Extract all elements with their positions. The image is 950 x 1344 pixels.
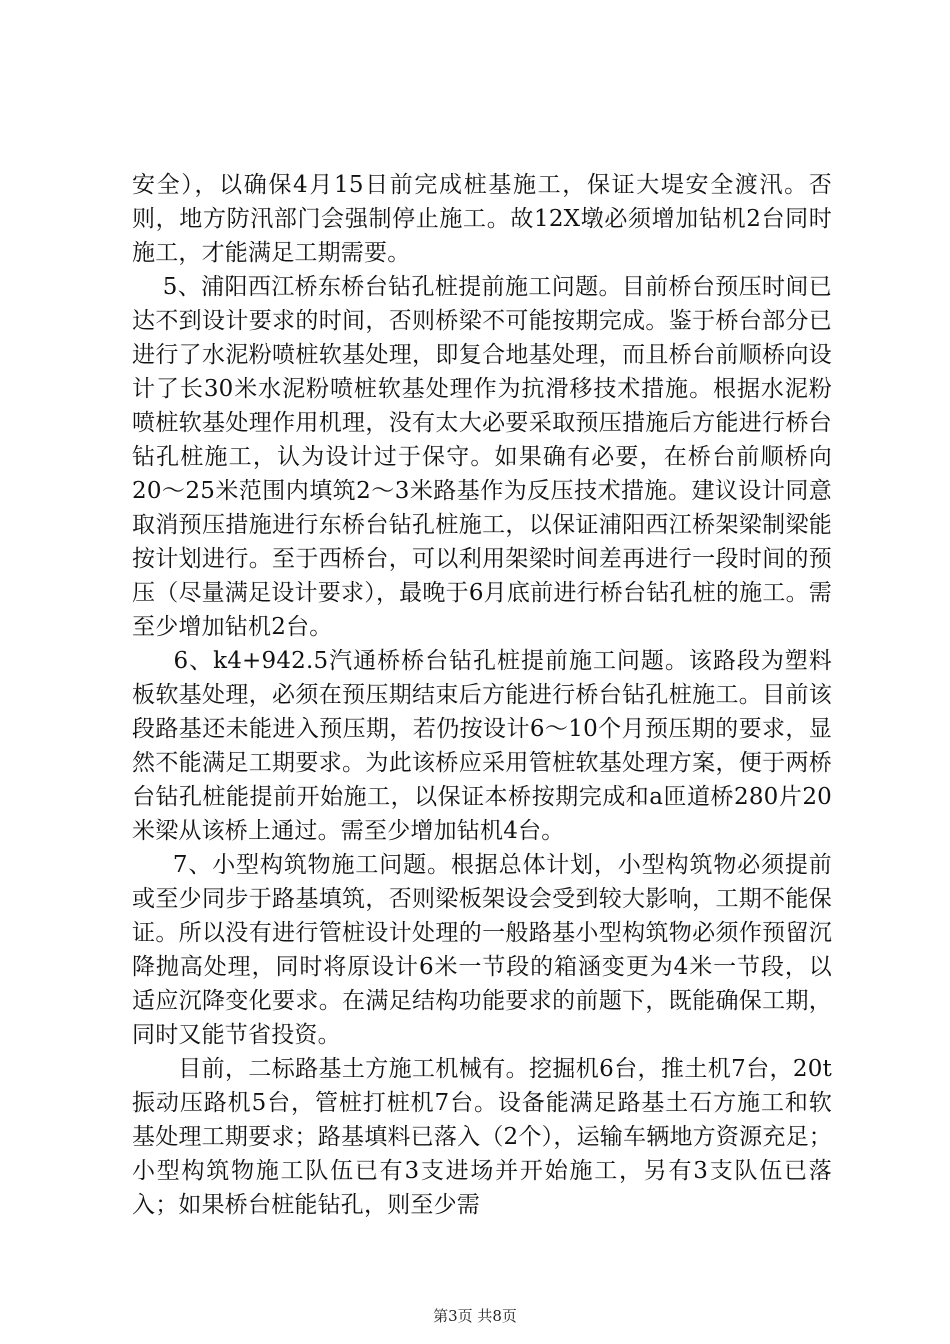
paragraph-continuation: 安全），以确保4月15日前完成桩基施工，保证大堤安全渡汛。否则，地方防汛部门会强制停止施工。故12X墩必须增加钻机2台同时施工，才能满足工期需要。 xyxy=(132,172,832,266)
paragraph-item-6: 6、k4+942.5汽通桥桥台钻孔桩提前施工问题。该路段为塑料板软基处理，必须在预压期结束后方能进行桥台钻孔桩施工。目前该段路基还未能进入预压期，若仍按设计6～10个月预压期的要求，显然不能满足工期要求。为此该桥应采用管桩软基处理方案，便于两桥台钻孔桩能提前开始施工，以保证本桥按期完成和a匝道桥280片20米梁从该桥上通过。需至少增加钻机4台。 xyxy=(132,648,832,844)
paragraph-equipment: 目前，二标路基土方施工机械有。挖掘机6台，推土机7台，20t振动压路机5台，管桩打桩机7台。设备能满足路基土石方施工和软基处理工期要求；路基填料已落入（2个），运输车辆地方资源充足；小型构筑物施工队伍已有3支进场并开始施工，另有3支队伍已落入；如果桥台桩能钻孔，则至少需 xyxy=(132,1056,832,1218)
paragraph-item-5: 5、浦阳西江桥东桥台钻孔桩提前施工问题。目前桥台预压时间已达不到设计要求的时间，否则桥梁不可能按期完成。鉴于桥台部分已进行了水泥粉喷桩软基处理，即复合地基处理，而且桥台前顺桥向设计了长30米水泥粉喷桩软基处理作为抗滑移技术措施。根据水泥粉喷桩软基处理作用机理，没有太大必要采取预压措施后方能进行桥台钻孔桩施工，认为设计过于保守。如果确有必要，在桥台前顺桥向20～25米范围内填筑2～3米路基作为反压技术措施。建议设计同意取消预压措施进行东桥台钻孔桩施工，以保证浦阳西江桥架梁制梁能按计划进行。至于西桥台，可以利用架梁时间差再进行一段时间的预压（尽量满足设计要求），最晚于6月底前进行桥台钻孔桩的施工。需至少增加钻机2台。 xyxy=(132,274,832,640)
paragraph-item-7: 7、小型构筑物施工问题。根据总体计划，小型构筑物必须提前或至少同步于路基填筑，否则梁板架设会受到较大影响，工期不能保证。所以没有进行管桩设计处理的一般路基小型构筑物必须作预留沉降抛高处理，同时将原设计6米一节段的箱涵变更为4米一节段，以适应沉降变化要求。在满足结构功能要求的前题下，既能确保工期，同时又能节省投资。 xyxy=(132,852,832,1048)
page-number: 第3页 共8页 xyxy=(433,1307,517,1325)
page-footer xyxy=(0,1306,950,1326)
body-text xyxy=(132,168,832,1222)
